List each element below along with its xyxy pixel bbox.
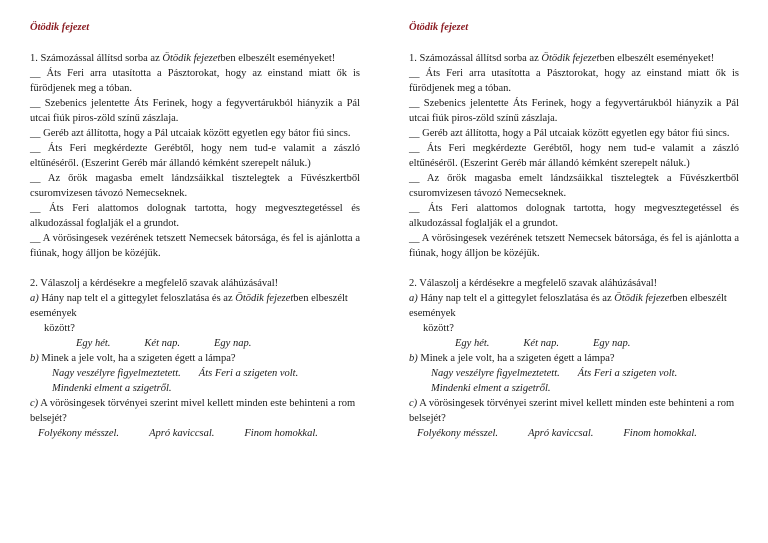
question-a-cont: között? <box>44 323 75 334</box>
ordering-item: __ Áts Feri alattomos dolognak tartotta, hogy megvesztegetéssel és alkudozással foglalják el a grundot. <box>409 203 739 229</box>
answer-option[interactable]: Egy hét. <box>455 338 490 349</box>
ordering-item: __ Áts Feri megkérdezte Gerébtől, hogy nem tud-e valamit a zászló eltűnéséről. (Eszerint Geréb már állandó kémként szerepelt náluk.) <box>409 143 739 169</box>
answer-option[interactable]: Egy nap. <box>593 338 631 349</box>
section-spacer <box>409 261 739 276</box>
ordering-item: __ A vörösingesek vezérének tetszett Nemecsek bátorsága, és fel is ajánlotta a fiúnak, hogy álljon be közéjük. <box>30 233 360 259</box>
question-b-options-row1 <box>30 366 360 381</box>
question-a-letter: a) <box>409 293 418 304</box>
answer-option[interactable]: Áts Feri a szigeten volt. <box>198 368 299 379</box>
ordering-item: __ Az őrök magasba emelt lándzsáikkal tisztelegtek a Füvészkertből csuromvizesen távozó Nemecseknek. <box>409 173 739 199</box>
question-c-text: A vörösingesek törvényei szerint mivel kellett minden este behinteni a rom belsejét? <box>30 398 356 424</box>
ordering-item: __ Szebenics jelentette Áts Ferinek, hogy a fegyvertárukból hiányzik a Pál utcai fiúk piros-zöld színű zászlaja. <box>30 98 360 124</box>
ordering-list <box>30 66 360 261</box>
question-c-letter: c) <box>30 398 39 409</box>
question-c-options <box>409 426 739 441</box>
question-b <box>409 351 739 366</box>
task1-heading-em: Ötödik fejezet <box>162 53 221 64</box>
answer-option[interactable]: Mindenki elment a szigetről. <box>52 383 172 394</box>
section-spacer <box>30 261 360 276</box>
question-a-letter: a) <box>30 293 39 304</box>
question-a-text-em: Ötödik fejezet <box>235 293 294 304</box>
answer-option[interactable]: Apró kaviccsal. <box>149 428 215 439</box>
question-a <box>409 291 739 321</box>
task1-heading-pre: 1. Számozással állítsd sorba az <box>30 53 163 64</box>
task2-heading: 2. Válaszolj a kérdésekre a megfelelő szavak aláhúzásával! <box>409 278 658 289</box>
answer-option[interactable]: Egy hét. <box>76 338 111 349</box>
answer-option[interactable]: Finom homokkal. <box>623 428 697 439</box>
question-a-text-pre: Hány nap telt el a gittegylet feloszlatása és az <box>417 293 615 304</box>
task1-heading-post: ben elbeszélt eseményeket! <box>599 53 715 64</box>
question-c-options <box>30 426 360 441</box>
question-a-text-post: ben elbeszélt események <box>409 293 727 319</box>
question-c-text: A vörösingesek törvényei szerint mivel kellett minden este behinteni a rom belsejét? <box>409 398 735 424</box>
task2-heading: 2. Válaszolj a kérdésekre a megfelelő szavak aláhúzásával! <box>30 278 279 289</box>
answer-option[interactable]: Folyékony mésszel. <box>417 428 499 439</box>
question-c <box>409 396 739 426</box>
question-b-letter: b) <box>409 353 418 364</box>
ordering-item: __ Geréb azt állította, hogy a Pál utcaiak között egyetlen egy bátor fiú sincs. <box>30 128 351 139</box>
answer-option[interactable]: Áts Feri a szigeten volt. <box>577 368 678 379</box>
question-b-text: Minek a jele volt, ha a szigeten égett a lámpa? <box>417 353 615 364</box>
worksheet-column-left <box>30 20 360 441</box>
ordering-list <box>409 66 739 261</box>
question-a-cont: között? <box>423 323 454 334</box>
question-c-letter: c) <box>409 398 418 409</box>
answer-option[interactable]: Két nap. <box>144 338 180 349</box>
chapter-title: Ötödik fejezet <box>30 22 90 33</box>
ordering-item: __ Áts Feri arra utasította a Pásztorokat, hogy az einstand miatt ők is fürödjenek meg a tóban. <box>30 68 360 94</box>
answer-option[interactable]: Nagy veszélyre figyelmeztetett. <box>431 368 560 379</box>
question-b-text: Minek a jele volt, ha a szigeten égett a lámpa? <box>38 353 236 364</box>
answer-option[interactable]: Finom homokkal. <box>244 428 318 439</box>
ordering-item: __ Áts Feri arra utasította a Pásztorokat, hogy az einstand miatt ők is fürödjenek meg a tóban. <box>409 68 739 94</box>
question-c <box>30 396 360 426</box>
question-b-letter: b) <box>30 353 39 364</box>
question-b-options-row1 <box>409 366 739 381</box>
task1-heading <box>409 51 739 66</box>
ordering-item: __ A vörösingesek vezérének tetszett Nemecsek bátorsága, és fel is ajánlotta a fiúnak, hogy álljon be közéjük. <box>409 233 739 259</box>
answer-option[interactable]: Folyékony mésszel. <box>38 428 120 439</box>
question-a <box>30 291 360 321</box>
question-b-options-row2 <box>409 381 739 396</box>
question-b-options-row2 <box>30 381 360 396</box>
answer-option[interactable]: Két nap. <box>523 338 559 349</box>
question-a-text-pre: Hány nap telt el a gittegylet feloszlatása és az <box>38 293 236 304</box>
answer-option[interactable]: Apró kaviccsal. <box>528 428 594 439</box>
task1-heading-post: ben elbeszélt eseményeket! <box>220 53 336 64</box>
answer-option[interactable]: Nagy veszélyre figyelmeztetett. <box>52 368 181 379</box>
question-b <box>30 351 360 366</box>
task1-heading-em: Ötödik fejezet <box>541 53 600 64</box>
ordering-item: __ Az őrök magasba emelt lándzsáikkal tisztelegtek a Füvészkertből csuromvizesen távozó Nemecseknek. <box>30 173 360 199</box>
ordering-item: __ Geréb azt állította, hogy a Pál utcaiak között egyetlen egy bátor fiú sincs. <box>409 128 730 139</box>
task1-heading <box>30 51 360 66</box>
task1-heading-pre: 1. Számozással állítsd sorba az <box>409 53 542 64</box>
ordering-item: __ Áts Feri alattomos dolognak tartotta, hogy megvesztegetéssel és alkudozással foglalják el a grundot. <box>30 203 360 229</box>
question-a-text-post: ben elbeszélt események <box>30 293 348 319</box>
ordering-item: __ Szebenics jelentette Áts Ferinek, hogy a fegyvertárukból hiányzik a Pál utcai fiúk piros-zöld színű zászlaja. <box>409 98 739 124</box>
chapter-title: Ötödik fejezet <box>409 22 469 33</box>
ordering-item: __ Áts Feri megkérdezte Gerébtől, hogy nem tud-e valamit a zászló eltűnéséről. (Eszerint Geréb már állandó kémként szerepelt náluk.) <box>30 143 360 169</box>
answer-option[interactable]: Mindenki elment a szigetről. <box>431 383 551 394</box>
answer-option[interactable]: Egy nap. <box>214 338 252 349</box>
worksheet-column-right <box>409 20 739 441</box>
question-a-options <box>409 336 739 351</box>
question-a-options <box>30 336 360 351</box>
question-a-text-em: Ötödik fejezet <box>614 293 673 304</box>
